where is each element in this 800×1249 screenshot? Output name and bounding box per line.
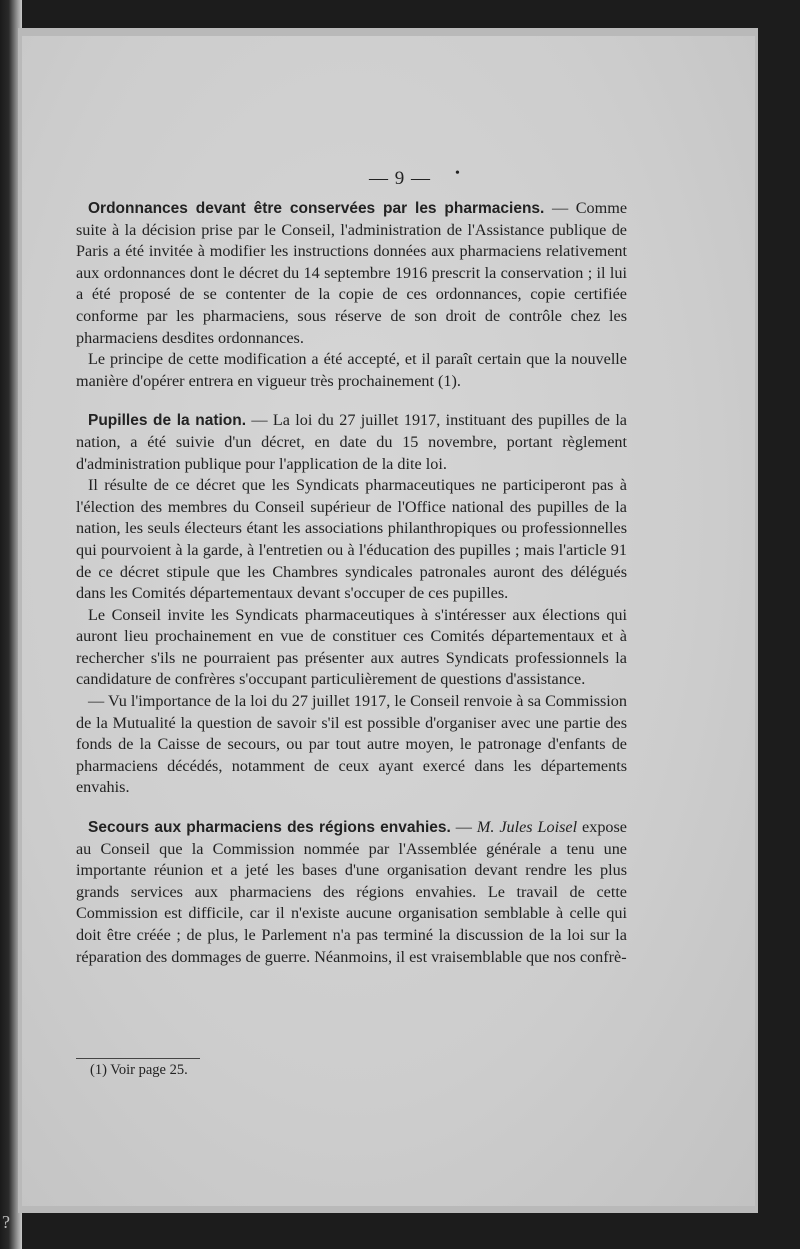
ink-mark: • xyxy=(455,166,460,181)
section-paragraph: — Vu l'importance de la loi du 27 juillet 1917, le Conseil renvoie à sa Commission de la Mutualité la question de savoir s'il est possible d'organiser avec une partie des fonds de la Caisse de secours, ou par tout autre moyen, le patronage d'enfants de pharmaciens décédés, notamment de ceux ayant exercé dans les départements envahis. xyxy=(76,692,627,797)
section-paragraph xyxy=(76,198,627,349)
paragraph-text: Comme suite à la décision prise par le Conseil, l'administration de l'Assistance publique de Paris a été invitée à modifier les instructions données aux pharmaciens relativement aux ordonnances dont le décret du 14 septembre 1916 prescrit la conservation ; il lui a été proposé de se contenter de la copie de ces ordonnances, copie certifiée conforme par les pharmaciens, sous réserve de son droit de contrôle chez les pharmaciens desdites ordonnances. xyxy=(76,199,628,347)
section-paragraph: Le principe de cette modification a été accepté, et il paraît certain que la nouvelle manière d'opérer entrera en vigueur très prochainement (1). xyxy=(76,350,627,390)
heading-dash: — xyxy=(544,199,576,217)
section-heading: Pupilles de la nation. xyxy=(88,412,247,430)
heading-dash: — xyxy=(246,411,273,430)
section-paragraph xyxy=(76,817,627,968)
section-paragraph xyxy=(76,410,627,475)
paragraph-text: expose au Conseil que la Commission nommée par l'Assemblée générale a tenu une importante réunion et a jeté les bases d'une organisation devant rendre les plus grands services aux pharmaciens des régions envahies. Le travail de cette Commission est difficile, car il n'existe aucune organisation semblable à celle qui doit être créée ; de plus, le Parlement n'a pas terminé la discussion de la loi sur la réparation des dommages de guerre. Néanmoins, il est vraisemblable que nos confrè- xyxy=(76,818,627,966)
footnote: (1) Voir page 25. xyxy=(90,1062,188,1078)
section-paragraph: Le Conseil invite les Syndicats pharmaceutiques à s'intéresser aux élections qui auront lieu prochainement en vue de constituer ces Comités départementaux et à rechercher s'ils ne pourraient pas présenter aux autres Syndicats professionnels la candidature de confrères s'occupant particulièrement de questions d'assistance. xyxy=(76,605,627,689)
author-name: M. Jules Loisel xyxy=(476,818,578,837)
page-number: — 9 — xyxy=(369,168,431,189)
footnote-rule xyxy=(76,1058,200,1059)
paragraph-text: La loi du 27 juillet 1917, instituant des pupilles de la nation, a été suivie d'un décret, en date du 15 novembre, portant règlement d'administration publique pour l'application de la dite loi. xyxy=(76,411,627,473)
section-heading: Secours aux pharmaciens des régions envahies. xyxy=(88,819,451,837)
heading-dash: — xyxy=(450,818,477,837)
body-text xyxy=(76,198,627,968)
corner-mark: ? xyxy=(2,1212,10,1232)
section-paragraph: Il résulte de ce décret que les Syndicats pharmaceutiques ne participeront pas à l'élection des membres du Conseil supérieur de l'Office national des pupilles de la nation, les seuls électeurs étant les associations philanthropiques ou professionnelles qui pourvoient à la garde, à l'entretien ou à l'éducation des pupilles ; mais l'article 91 de ce décret stipule que les Chambres syndicales patronales auront des délégués dans les Comités départementaux devant s'occuper de ces pupilles. xyxy=(76,476,627,603)
section-heading: Ordonnances devant être conservées par les pharmaciens. xyxy=(88,200,545,217)
